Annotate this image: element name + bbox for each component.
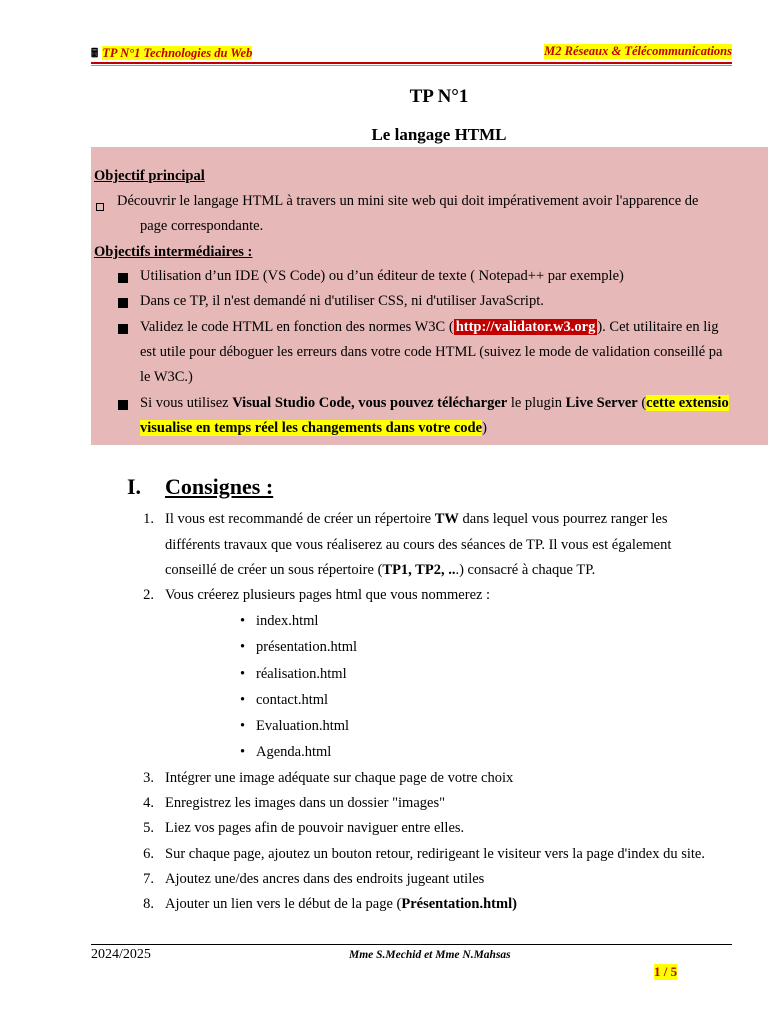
item-number: 4. [143,795,154,811]
live-server-highlight: cette extensio [646,395,729,411]
live-server-bold: Live Server [565,395,638,411]
item-1-bold: TW [434,511,459,527]
vscode-bold: Visual Studio Code, vous pouvez télécharger [232,395,508,411]
bullet-dot-icon: • [240,718,246,734]
item-8 [165,896,517,913]
item-2: Vous créerez plusieurs pages html que vous nommerez : [165,587,491,603]
page-file-name: Agenda.html [256,744,332,760]
objective-live-server [140,395,729,412]
footer-authors: Mme S.Mechid et Mme N.Mahsas [349,949,511,961]
page-file-name: index.html [256,613,319,629]
page-title: TP N°1 [409,86,469,107]
item-1-text: Il vous est recommandé de créer un répertoire [165,511,435,527]
hollow-square-bullet-icon [96,199,104,216]
objective-live-server-line2 [140,420,487,437]
bullet-dot-icon: • [240,613,246,629]
intermediate-objectives-heading: Objectifs intermédiaires : [94,244,253,260]
validator-link[interactable]: http://validator.w3.org [455,319,596,335]
validate-text: Validez le code HTML en fonction des normes W3C ( [140,319,454,335]
page-file-name: Evaluation.html [256,718,350,734]
page-file-item [240,613,319,630]
main-objective-line2: page correspondante. [140,218,264,234]
page-file-name: contact.html [256,692,329,708]
square-bullet-icon [118,296,128,313]
page-file-item [240,666,347,683]
item-number: 2. [143,587,154,603]
bullet-dot-icon: • [240,692,246,708]
square-bullet-icon [118,271,128,288]
page-file-item [240,718,350,735]
page-number: 1 / 5 [654,964,678,979]
item-8-text: Ajouter un lien vers le début de la page ( [165,896,402,912]
live-server-paren: ( [637,395,647,411]
square-bullet-icon [118,398,128,415]
page-file-name: réalisation.html [256,666,347,682]
objective-validate-line3: le W3C.) [140,369,193,385]
section-heading [127,474,274,500]
page-file-name: présentation.html [256,639,358,655]
objective-no-css-js: Dans ce TP, il n'est demandé ni d'utiliser CSS, ni d'utiliser JavaScript. [140,293,544,309]
item-number: 7. [143,871,154,887]
item-8-bold: Présentation.html) [401,896,517,912]
item-5: Liez vos pages afin de pouvoir naviguer entre elles. [165,820,465,836]
live-server-end: ) [482,420,487,436]
item-6: Sur chaque page, ajoutez un bouton retour, redirigeant le visiteur vers la page d'index du site. [165,846,705,862]
bullet-dot-icon: • [240,639,246,655]
page-file-item [240,692,329,709]
header-divider-thin [91,65,732,66]
item-number: 8. [143,896,154,912]
item-3: Intégrer une image adéquate sur chaque page de votre choix [165,770,514,786]
item-1-line3-bold: TP1, TP2, .. [382,562,456,578]
item-1-line3-end: .) consacré à chaque TP. [455,562,596,578]
item-1-line3-text: conseillé de créer un sous répertoire ( [165,562,383,578]
item-number: 1. [143,511,154,527]
item-1-text-end: dans lequel vous pourrez ranger les [458,511,668,527]
header-course-title: TP N°1 Technologies du Web [102,46,253,60]
page-file-item [240,744,332,761]
section-number: I. [127,474,142,499]
bullet-dot-icon: • [240,666,246,682]
item-1-line1 [165,511,668,528]
section-title: Consignes : [165,474,274,499]
footer-divider [91,944,732,945]
page-subtitle: Le langage HTML [371,125,507,144]
main-objective-line1: Découvrir le langage HTML à travers un mini site web qui doit impérativement avoir l'apparence de [117,193,699,209]
header-divider [91,62,732,64]
live-server-mid: le plugin [507,395,566,411]
objective-ide: Utilisation d’un IDE (VS Code) ou d’un éditeur de texte ( Notepad++ par exemple) [140,268,624,284]
header-program: M2 Réseaux & Télécommunications [544,44,732,58]
objective-validate [140,319,719,336]
live-server-highlight-2: visualise en temps réel les changements dans votre code [140,420,483,436]
item-1-line2: différents travaux que vous réaliserez au cours des séances de TP. Il vous est également [165,537,672,553]
item-7: Ajoutez une/des ancres dans des endroits jugeant utiles [165,871,485,887]
bullet-dot-icon: • [240,744,246,760]
validate-text-end: ). Cet utilitaire en lig [597,319,719,335]
main-objective-heading: Objectif principal [94,168,205,184]
objective-validate-line2: est utile pour déboguer les erreurs dans votre code HTML (suivez le mode de validation conseillé pa [140,344,723,360]
item-number: 3. [143,770,154,786]
footer-year: 2024/2025 [91,947,151,962]
item-number: 5. [143,820,154,836]
item-number: 6. [143,846,154,862]
page-file-item [240,639,358,656]
computer-icon: 🖩 [91,46,99,60]
objectives-box [91,147,768,445]
live-server-text: Si vous utilisez [140,395,233,411]
item-1-line3 [165,562,595,579]
page-header [91,44,732,62]
item-4: Enregistrez les images dans un dossier "images" [165,795,446,811]
square-bullet-icon [118,322,128,339]
